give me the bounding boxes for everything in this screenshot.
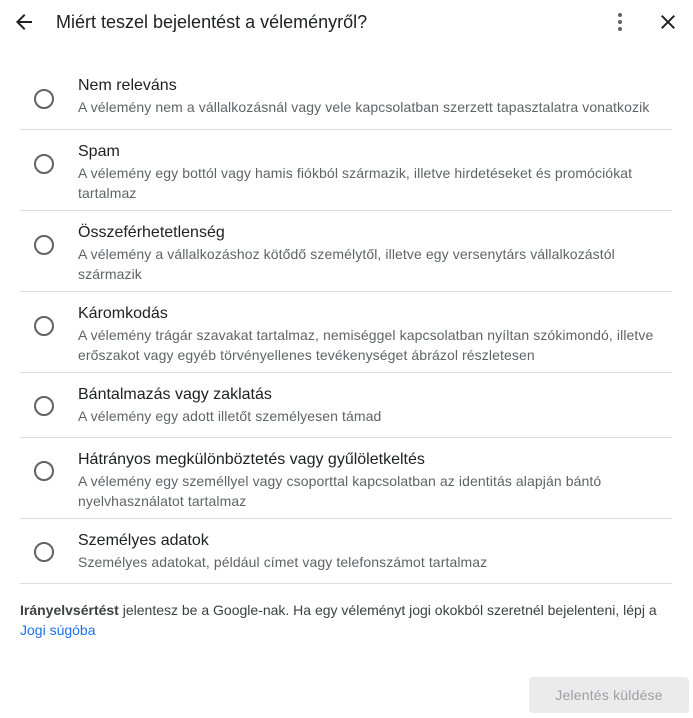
option-title: Összeférhetetlenség	[78, 224, 225, 241]
radio-button[interactable]	[34, 316, 54, 336]
policy-note-text: jelentesz be a Google-nak. Ha egy véleményt jogi okokból szeretnél bejelenteni, lépj a	[118, 602, 657, 618]
dialog-title: Miért teszel bejelentést a véleményről?	[56, 12, 368, 32]
radio-button[interactable]	[34, 542, 54, 562]
radio-button[interactable]	[34, 396, 54, 416]
option-description: A vélemény egy személlyel vagy csoporttal kapcsolatban az identitás alapján bántó nyelvhasználatot tartalmaz	[78, 473, 602, 509]
option-description: A vélemény egy bottól vagy hamis fiókból származik, illetve hirdetéseket és promóciókat tartalmaz	[78, 165, 633, 201]
policy-note-bold: Irányelvsértést	[20, 602, 119, 618]
option-title: Káromkodás	[78, 305, 168, 322]
policy-note	[20, 600, 680, 640]
radio-button[interactable]	[34, 235, 54, 255]
option-title: Személyes adatok	[78, 532, 209, 549]
more-vert-icon[interactable]	[608, 10, 632, 34]
close-icon[interactable]	[656, 10, 680, 34]
option-profanity[interactable]	[20, 292, 672, 373]
option-spam[interactable]	[20, 130, 672, 211]
option-bullying-harassment[interactable]	[20, 373, 672, 438]
option-description: A vélemény nem a vállalkozásnál vagy vele kapcsolatban szerzett tapasztalatra vonatkozik	[78, 99, 650, 115]
option-title: Hátrányos megkülönböztetés vagy gyűlöletkeltés	[78, 451, 425, 468]
option-description: Személyes adatokat, például címet vagy telefonszámot tartalmaz	[78, 554, 488, 570]
submit-report-button[interactable]: Jelentés küldése	[529, 677, 689, 713]
option-personal-info[interactable]	[20, 519, 672, 584]
option-title: Bántalmazás vagy zaklatás	[78, 386, 272, 403]
radio-button[interactable]	[34, 461, 54, 481]
reason-options-list	[20, 64, 672, 584]
option-description: A vélemény trágár szavakat tartalmaz, nemiséggel kapcsolatban nyíltan szókimondó, illetve erőszakot vagy egyéb törvényellenes tevékenységet ábrázol részletesen	[78, 327, 654, 363]
radio-button[interactable]	[34, 154, 54, 174]
option-title: Nem releváns	[78, 77, 177, 94]
option-title: Spam	[78, 143, 120, 160]
back-arrow-icon[interactable]	[12, 10, 36, 34]
option-discrimination-hate[interactable]	[20, 438, 672, 519]
radio-button[interactable]	[34, 89, 54, 109]
legal-help-link[interactable]: Jogi súgóba	[20, 622, 96, 638]
option-description: A vélemény a vállalkozáshoz kötődő személytől, illetve egy versenytárs vállalkozástól származik	[78, 246, 615, 282]
dialog-header	[0, 0, 693, 44]
option-description: A vélemény egy adott illetőt személyesen támad	[78, 408, 382, 424]
option-conflict-of-interest[interactable]	[20, 211, 672, 292]
option-not-relevant[interactable]	[20, 64, 672, 130]
